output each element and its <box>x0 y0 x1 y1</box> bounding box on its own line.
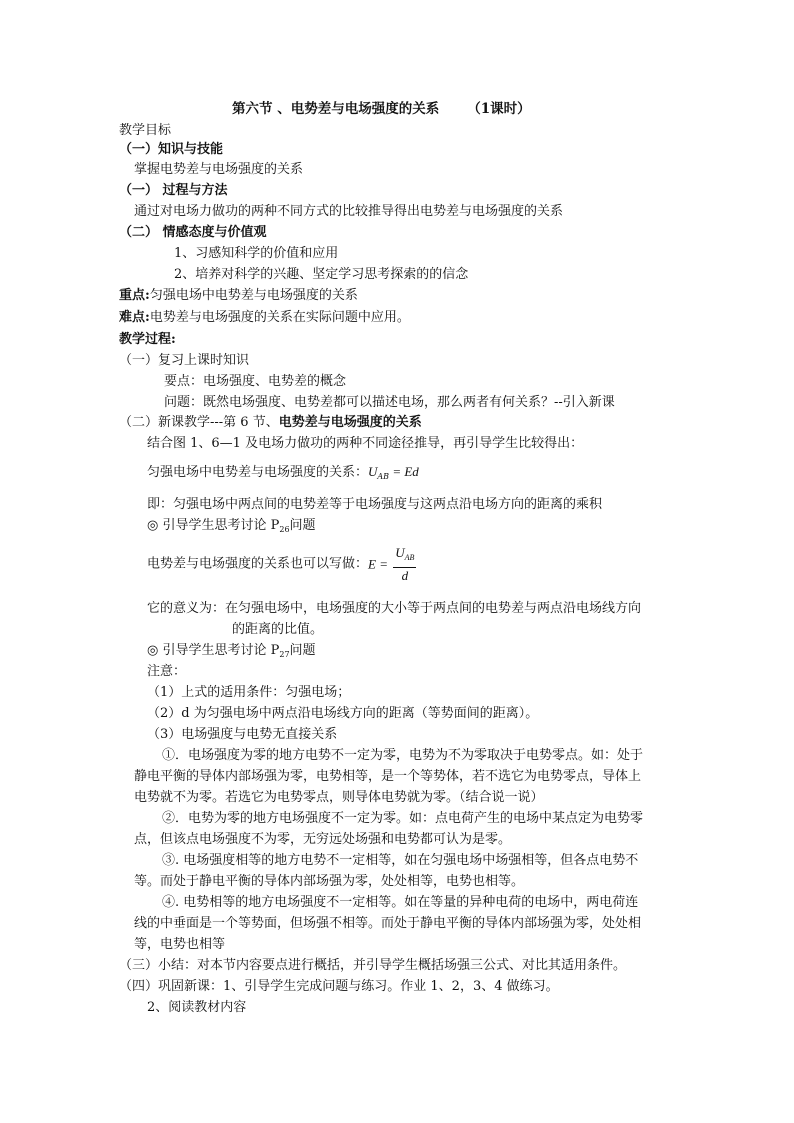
process-heading: 教学过程: <box>119 332 176 347</box>
formula-2-fraction <box>393 545 416 584</box>
point-4-line-1: ④. 电势相等的地方电场强度不一定相等。如在等量的异种电荷的电场中，两电荷连 <box>162 895 639 910</box>
note-heading: 注意： <box>147 664 187 679</box>
point-1-line-1: ①．电场强度为零的地方电势不一定为零，电势为不为零取决于电势零点。如：处于 <box>162 748 644 763</box>
process-method-heading: （一） 过程与方法 <box>119 183 228 198</box>
discuss-1-suffix: 问题 <box>289 518 316 533</box>
review-question: 问题：既然电场强度、电势差都可以描述电场，那么两者有何关系？--引入新课 <box>164 395 615 410</box>
page-title <box>232 100 531 118</box>
key-point-text: 匀强电场中电势差与电场强度的关系 <box>149 288 358 303</box>
key-point <box>119 287 358 305</box>
meaning-2-line-1: 它的意义为：在匀强电场中，电场强度的大小等于两点间的电势差与两点沿电场线方向 <box>147 601 642 616</box>
note-1: （1）上式的适用条件：匀强电场； <box>147 685 351 700</box>
summary: （三）小结：对本节内容要点进行概括，并引导学生概括场强三公式、对比其适用条件。 <box>119 958 627 973</box>
discuss-1 <box>147 517 316 539</box>
difficulty-text: 电势差与电场强度的关系在实际问题中应用。 <box>149 310 410 325</box>
formula-1 <box>147 463 419 486</box>
attitude-heading: （二） 情感态度与价值观 <box>119 225 267 240</box>
formula-1-u: U <box>368 464 378 479</box>
discuss-2-prefix: ◎ 引导学生思考讨论 P <box>147 643 280 658</box>
new-lesson-prefix: （二）新课教学---第 6 节、 <box>119 415 279 430</box>
discuss-2-page: 27 <box>279 650 290 659</box>
process-method-text: 通过对电场力做功的两种不同方式的比较推导得出电势差与电场强度的关系 <box>134 204 564 219</box>
formula-2-e: E = <box>368 556 392 572</box>
consolidate: （四）巩固新课：1、引导学生完成问题与练习。作业 1、2，3、4 做练习。 <box>119 979 559 994</box>
point-3-line-1: ③. 电场强度相等的地方电势不一定相等，如在匀强电场中场强相等，但各点电势不 <box>162 853 639 868</box>
point-1-line-3: 电势就不为零。若选它为电势零点，则导体电势就为零。（结合说一说） <box>134 790 544 805</box>
knowledge-text: 掌握电势差与电场强度的关系 <box>134 162 304 177</box>
formula-2-denominator: d <box>401 568 409 583</box>
formula-2 <box>147 545 416 584</box>
discuss-2-suffix: 问题 <box>289 643 316 658</box>
reading-task: 2、阅读教材内容 <box>147 1000 247 1015</box>
formula-1-rhs: = Ed <box>389 464 419 479</box>
title-text: 第六节 、电势差与电场强度的关系 <box>232 101 440 117</box>
formula-2-label: 电势差与电场强度的关系也可以写做： <box>147 556 369 572</box>
point-4-line-3: 等，电势也相等 <box>134 937 226 952</box>
formula-2-num-u: U <box>395 545 405 560</box>
note-3: （3）电场强度与电势无直接关系 <box>147 727 338 742</box>
point-4-line-2: 线的中垂面是一个等势面，但场强不相等。而处于静电平衡的导体内部场强为零，处处相 <box>134 916 642 931</box>
review-points: 要点：电场强度、电势差的概念 <box>164 374 347 389</box>
meaning-1: 即：匀强电场中两点间的电势差等于电场强度与这两点沿电场方向的距离的乘积 <box>147 497 603 512</box>
discuss-2 <box>147 642 316 664</box>
point-1-line-2: 静电平衡的导体内部场强为零，电势相等，是一个等势体，若不选它为电势零点，导体上 <box>134 769 642 784</box>
difficulty-label: 难点: <box>119 310 150 325</box>
formula-1-label: 匀强电场中电势差与电场强度的关系： <box>147 465 369 480</box>
difficulty-point <box>119 309 410 327</box>
derivation-text: 结合图 1、6—1 及电场力做功的两种不同途径推导，再引导学生比较得出： <box>147 436 584 451</box>
title-suffix: （1课时） <box>467 101 531 117</box>
new-lesson-heading <box>119 414 422 432</box>
knowledge-heading: （一）知识与技能 <box>119 142 224 157</box>
attitude-item-1: 1、习感知科学的价值和应用 <box>174 246 339 261</box>
meaning-2-line-2: 的距离的比值。 <box>232 622 324 637</box>
goals-heading: 教学目标 <box>119 123 172 138</box>
new-lesson-title: 电势差与电场强度的关系 <box>278 415 422 430</box>
point-2-line-2: 点，但该点电场强度不为零，无穷远处场强和电势都可认为是零。 <box>134 832 512 847</box>
note-2: （2）d 为匀强电场中两点沿电场线方向的距离（等势面间的距离）。 <box>147 706 539 721</box>
point-3-line-2: 等。而处于静电平衡的导体内部场强为零，处处相等，电势也相等。 <box>134 874 525 889</box>
attitude-item-2: 2、培养对科学的兴趣、坚定学习思考探索的的信念 <box>174 267 469 282</box>
formula-2-num-sub: AB <box>404 553 415 562</box>
formula-2-numerator <box>393 545 416 568</box>
point-2-line-1: ②．电势为零的地方电场强度不一定为零。如：点电荷产生的电场中某点定为电势零 <box>162 811 644 826</box>
formula-1-sub: AB <box>377 472 390 481</box>
discuss-1-page: 26 <box>279 525 290 534</box>
discuss-1-prefix: ◎ 引导学生思考讨论 P <box>147 518 280 533</box>
review-heading: （一）复习上课时知识 <box>119 353 250 368</box>
key-point-label: 重点: <box>119 288 150 303</box>
